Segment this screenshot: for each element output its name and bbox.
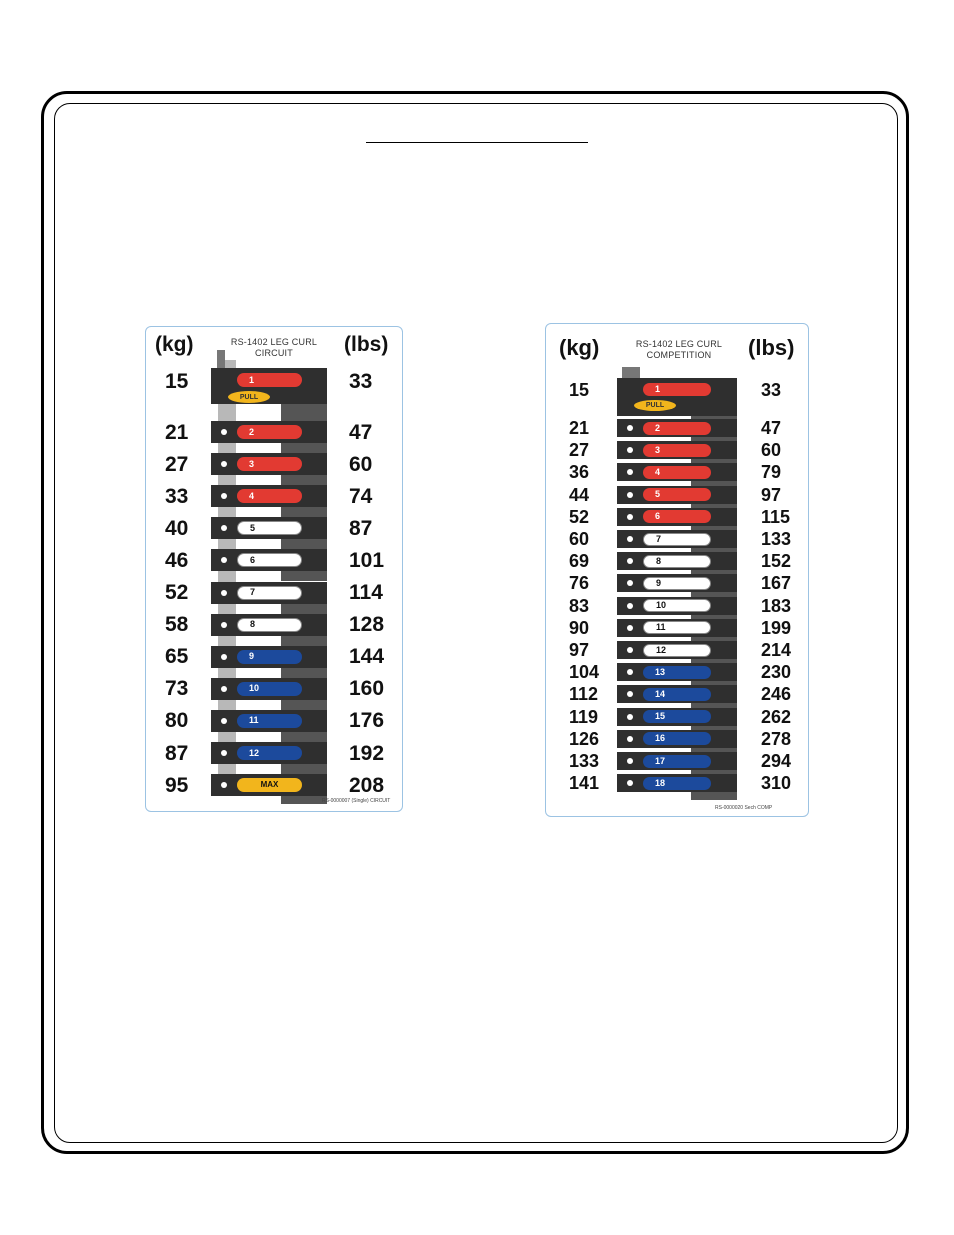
competition-lbs-header: (lbs) (748, 335, 795, 360)
competition-caption-line1: RS-1402 LEG CURL (635, 339, 723, 349)
competition-kg-value: 21 (569, 418, 590, 438)
circuit-caption-line2: CIRCUIT (255, 348, 293, 358)
competition-weight-pin-14[interactable]: 14 (643, 688, 711, 701)
circuit-plate-tab (281, 539, 327, 549)
circuit-kg-value: 73 (165, 677, 189, 701)
circuit-lbs-value: 87 (349, 516, 373, 540)
competition-kg-value: 119 (569, 706, 599, 727)
circuit-plate-tab (281, 604, 327, 614)
competition-weight-pin-13[interactable]: 13 (643, 666, 711, 679)
competition-pin-hole (627, 603, 633, 609)
competition-weight-pin-15[interactable]: 15 (643, 710, 711, 723)
circuit-kg-header: (kg) (155, 333, 194, 356)
circuit-weight-pin-3[interactable]: 3 (237, 457, 302, 471)
competition-weight-pin-9[interactable]: 9 (643, 577, 711, 590)
circuit-plate-tab (281, 507, 327, 517)
competition-kg-value: 97 (569, 640, 590, 660)
competition-weight-pin-12[interactable]: 12 (643, 644, 711, 657)
competition-weight-pin-18[interactable]: 18 (643, 777, 711, 790)
competition-lbs-value: 214 (761, 640, 792, 660)
competition-kg-value: 133 (569, 751, 600, 771)
competition-kg-value: 112 (569, 684, 599, 705)
competition-kg-value: 83 (569, 595, 590, 616)
circuit-kg-value: 52 (165, 581, 189, 604)
circuit-kg-value: 21 (165, 420, 189, 444)
competition-weight-pin-2[interactable]: 2 (643, 422, 711, 435)
circuit-weight-pin-4[interactable]: 4 (237, 489, 302, 503)
circuit-weight-pin-5[interactable]: 5 (237, 521, 302, 535)
circuit-kg-value: 65 (165, 645, 189, 669)
competition-weight-pin-11[interactable]: 11 (643, 621, 711, 634)
circuit-footer-code: RS-0000007 (Single) CIRCUIT (322, 798, 391, 804)
competition-kg-value: 27 (569, 440, 590, 461)
competition-lbs-value: 262 (761, 706, 792, 727)
circuit-pin-hole (221, 750, 227, 756)
circuit-lbs-value: 144 (349, 645, 385, 669)
circuit-plate-tab (281, 475, 327, 485)
competition-pin-hole (627, 514, 633, 520)
circuit-lbs-value: 128 (349, 613, 385, 637)
competition-lbs-value: 47 (761, 418, 782, 438)
competition-lbs-value: 115 (761, 506, 791, 527)
circuit-plate-tab (281, 700, 327, 710)
competition-pin-hole (627, 758, 633, 764)
circuit-lbs-value: 47 (349, 420, 373, 444)
competition-pin-hole (627, 714, 633, 720)
circuit-lbs-value: 114 (349, 581, 383, 604)
circuit-lbs-value: 101 (349, 548, 385, 572)
competition-pin-hole (627, 625, 633, 631)
circuit-stack-top-cap (217, 350, 225, 368)
competition-pin-hole (627, 647, 633, 653)
competition-kg-value: 15 (569, 380, 590, 400)
competition-kg-value: 104 (569, 662, 600, 683)
competition-kg-value: 36 (569, 462, 590, 483)
competition-lbs-value: 97 (761, 484, 782, 505)
circuit-plate-tab (281, 404, 327, 421)
circuit-lbs-value: 33 (349, 370, 373, 393)
circuit-pin-hole (221, 654, 227, 660)
circuit-caption-line1: RS-1402 LEG CURL (230, 337, 318, 347)
competition-pin-hole (627, 492, 633, 498)
competition-weight-pin-8[interactable]: 8 (643, 555, 711, 568)
competition-weight-pin-17[interactable]: 17 (643, 755, 711, 768)
circuit-plate-tab (281, 668, 327, 678)
competition-weight-pin-3[interactable]: 3 (643, 444, 711, 457)
competition-caption (626, 339, 732, 361)
competition-weight-pin-16[interactable]: 16 (643, 732, 711, 745)
competition-kg-header: (kg) (559, 335, 600, 360)
circuit-kg-value: 95 (165, 773, 189, 797)
competition-lbs-value: 152 (761, 551, 792, 572)
circuit-lbs-value: 192 (349, 741, 385, 765)
circuit-lbs-value: 176 (349, 709, 385, 733)
competition-lbs-value: 278 (761, 728, 792, 749)
circuit-pin-hole (221, 718, 227, 724)
circuit-kg-value: 40 (165, 516, 189, 540)
competition-lbs-value: 33 (761, 380, 782, 400)
competition-kg-value: 60 (569, 529, 590, 549)
circuit-weight-pin-6[interactable]: 6 (237, 553, 302, 567)
circuit-pin-hole (221, 686, 227, 692)
competition-weight-pin-1[interactable]: 1 (643, 383, 711, 396)
circuit-kg-value: 46 (165, 548, 189, 572)
competition-plate-tab (691, 792, 737, 800)
circuit-plate-tab (281, 764, 327, 774)
competition-weight-pin-4[interactable]: 4 (643, 466, 711, 479)
circuit-kg-value: 58 (165, 613, 189, 637)
circuit-weight-pin-11[interactable]: 11 (237, 714, 302, 728)
competition-kg-value: 52 (569, 506, 590, 527)
circuit-pin-hole (221, 429, 227, 435)
circuit-weight-pin-12[interactable]: 12 (237, 746, 302, 760)
title-underline (366, 142, 588, 143)
competition-kg-value: 126 (569, 728, 600, 749)
competition-lbs-value: 133 (761, 529, 792, 549)
circuit-lbs-value: 208 (349, 773, 385, 797)
competition-pin-hole (627, 736, 633, 742)
competition-kg-value: 90 (569, 617, 590, 638)
circuit-weight-pin-MAX[interactable]: MAX (237, 778, 302, 792)
competition-caption-line2: COMPETITION (646, 350, 712, 360)
circuit-pin-hole (221, 590, 227, 596)
competition-lbs-value: 79 (761, 462, 782, 483)
competition-kg-value: 69 (569, 551, 590, 572)
circuit-lbs-value: 160 (349, 677, 385, 701)
circuit-weight-pin-8[interactable]: 8 (237, 618, 302, 632)
circuit-pin-hole (221, 622, 227, 628)
competition-pin-hole (627, 536, 633, 542)
competition-lbs-value: 60 (761, 440, 782, 461)
circuit-weight-pin-2[interactable]: 2 (237, 425, 302, 439)
competition-pull-badge[interactable]: PULL (634, 400, 676, 411)
competition-weight-pin-5[interactable]: 5 (643, 488, 711, 501)
circuit-lbs-header: (lbs) (344, 333, 389, 356)
competition-weight-pin-6[interactable]: 6 (643, 510, 711, 523)
circuit-caption (222, 337, 326, 359)
competition-kg-value: 44 (569, 484, 590, 505)
circuit-plate-tab (281, 732, 327, 742)
competition-weight-pin-7[interactable]: 7 (643, 533, 711, 546)
competition-lbs-value: 310 (761, 773, 792, 794)
competition-lbs-value: 183 (761, 595, 792, 616)
circuit-weight-pin-7[interactable]: 7 (237, 586, 302, 600)
circuit-plate-tab (281, 636, 327, 646)
competition-lbs-value: 294 (761, 751, 792, 771)
competition-footer-code: RS-0000020 Sech COMP (715, 805, 773, 811)
circuit-weight-pin-9[interactable]: 9 (237, 650, 302, 664)
circuit-kg-value: 80 (165, 709, 189, 733)
circuit-plate-tab (281, 796, 327, 804)
circuit-kg-value: 15 (165, 370, 189, 393)
competition-lbs-value: 167 (761, 573, 792, 594)
competition-weight-pin-10[interactable]: 10 (643, 599, 711, 612)
circuit-pull-badge[interactable]: PULL (228, 391, 270, 403)
circuit-plate-tab (281, 571, 327, 581)
competition-kg-value: 141 (569, 773, 600, 794)
circuit-kg-value: 27 (165, 452, 189, 476)
circuit-lbs-value: 74 (349, 484, 373, 508)
circuit-kg-value: 87 (165, 741, 189, 765)
competition-pin-hole (627, 425, 633, 431)
circuit-plate-tab (281, 443, 327, 453)
circuit-weight-pin-1[interactable]: 1 (237, 373, 302, 387)
competition-lbs-value: 199 (761, 617, 792, 638)
competition-lbs-value: 246 (761, 684, 792, 705)
circuit-kg-value: 33 (165, 484, 189, 508)
circuit-weight-pin-10[interactable]: 10 (237, 682, 302, 696)
competition-lbs-value: 230 (761, 662, 792, 683)
competition-kg-value: 76 (569, 573, 590, 594)
circuit-lbs-value: 60 (349, 452, 373, 476)
